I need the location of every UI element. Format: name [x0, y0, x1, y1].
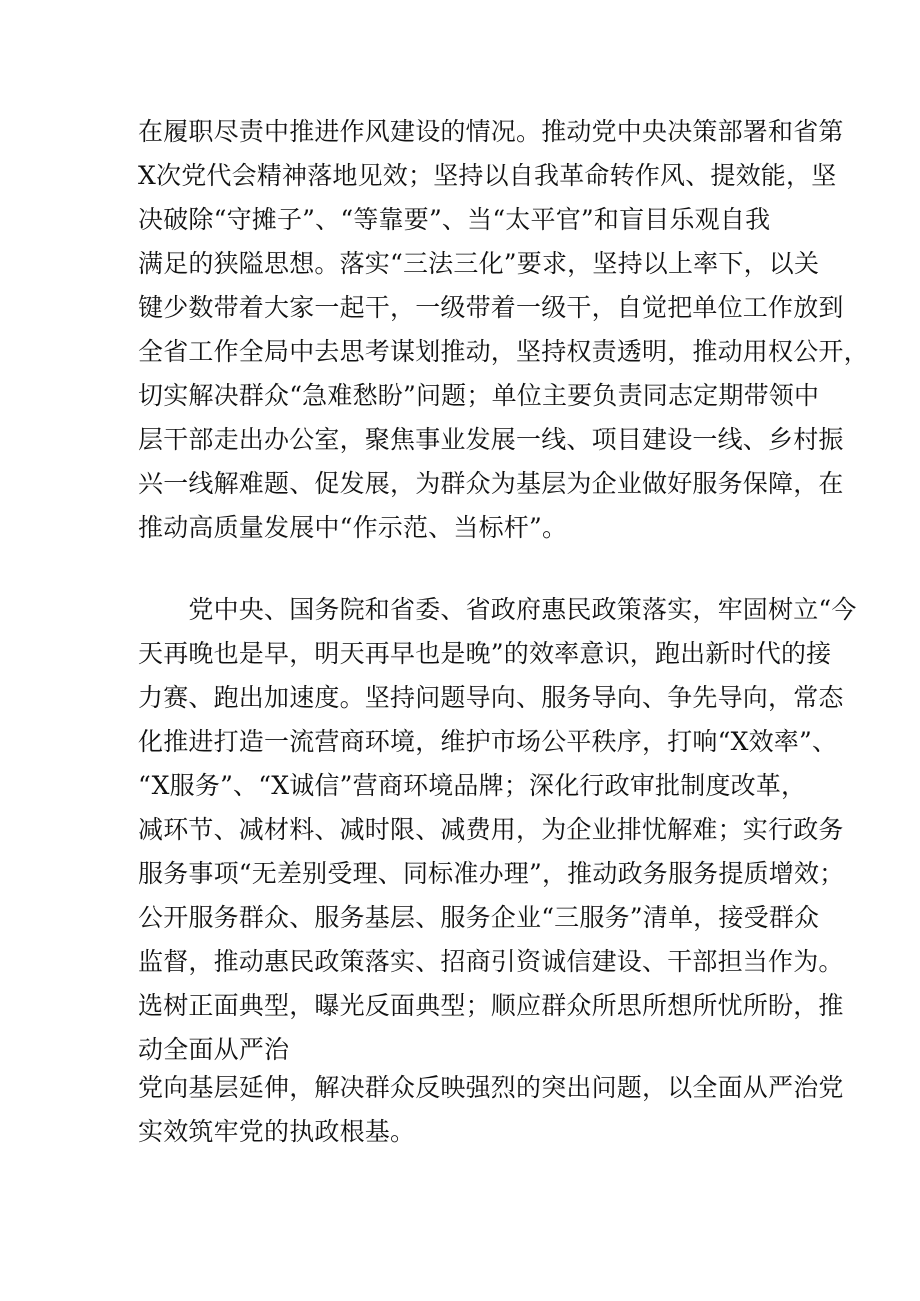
text-line: 化推进打造一流营商环境，维护市场公平秩序，打响“X效率”、 — [138, 727, 838, 756]
text-line: 实效筑牢党的执政根基。 — [138, 1117, 416, 1146]
text-line: 党向基层延伸，解决群众反映强烈的突出问题，以全面从严治党 — [138, 1073, 844, 1102]
paragraph-1 — [138, 110, 869, 550]
text-line: 在履职尽责中推进作风建设的情况。推动党中央决策部署和省第 — [138, 117, 844, 146]
text-line: 键少数带着大家一起干，一级带着一级干，自觉把单位工作放到 — [138, 293, 844, 322]
text-line: 减环节、减材料、减时限、减费用，为企业排忧解难；实行政务 — [138, 815, 844, 844]
paragraph-3 — [138, 1066, 844, 1154]
text-line: 服务事项“无差别受理、同标准办理”，推动政务服务提质增效； — [138, 859, 845, 888]
text-line: 公开服务群众、服务基层、服务企业“三服务”清单，接受群众 — [138, 903, 820, 932]
text-line: 动全面从严治 — [138, 1035, 290, 1064]
text-line: 全省工作全局中去思考谋划推动，坚持权责透明，推动用权公开， — [138, 337, 869, 366]
text-line: 满足的狭隘思想。落实“三法三化”要求，坚持以上率下，以关 — [138, 249, 820, 278]
text-line: 力赛、跑出加速度。坚持问题导向、服务导向、争先导向，常态 — [138, 683, 844, 712]
text-line: “X服务”、“X诚信”营商环境品牌；深化行政审批制度改革， — [138, 771, 807, 800]
text-line: 党中央、国务院和省委、省政府惠民政策落实，牢固树立“今 — [138, 595, 857, 624]
text-line: X次党代会精神落地见效；坚持以自我革命转作风、提效能，坚 — [138, 161, 837, 190]
text-line: 兴一线解难题、促发展，为群众为基层为企业做好服务保障，在 — [138, 469, 844, 498]
paragraph-2 — [138, 588, 857, 1072]
text-line: 决破除“守摊子”、“等靠要”、当“太平官”和盲目乐观自我 — [138, 205, 771, 234]
text-line: 切实解决群众“急难愁盼”问题；单位主要负责同志定期带领中 — [138, 381, 820, 410]
text-line: 监督，推动惠民政策落实、招商引资诚信建设、干部担当作为。 — [138, 947, 844, 976]
text-line: 选树正面典型，曝光反面典型；顺应群众所思所想所忧所盼，推 — [138, 991, 844, 1020]
text-line: 层干部走出办公室，聚焦事业发展一线、项目建设一线、乡村振 — [138, 425, 844, 454]
text-line: 推动高质量发展中“作示范、当标杆”。 — [138, 513, 568, 542]
text-line: 天再晚也是早，明天再早也是晚”的效率意识，跑出新时代的接 — [138, 639, 832, 668]
